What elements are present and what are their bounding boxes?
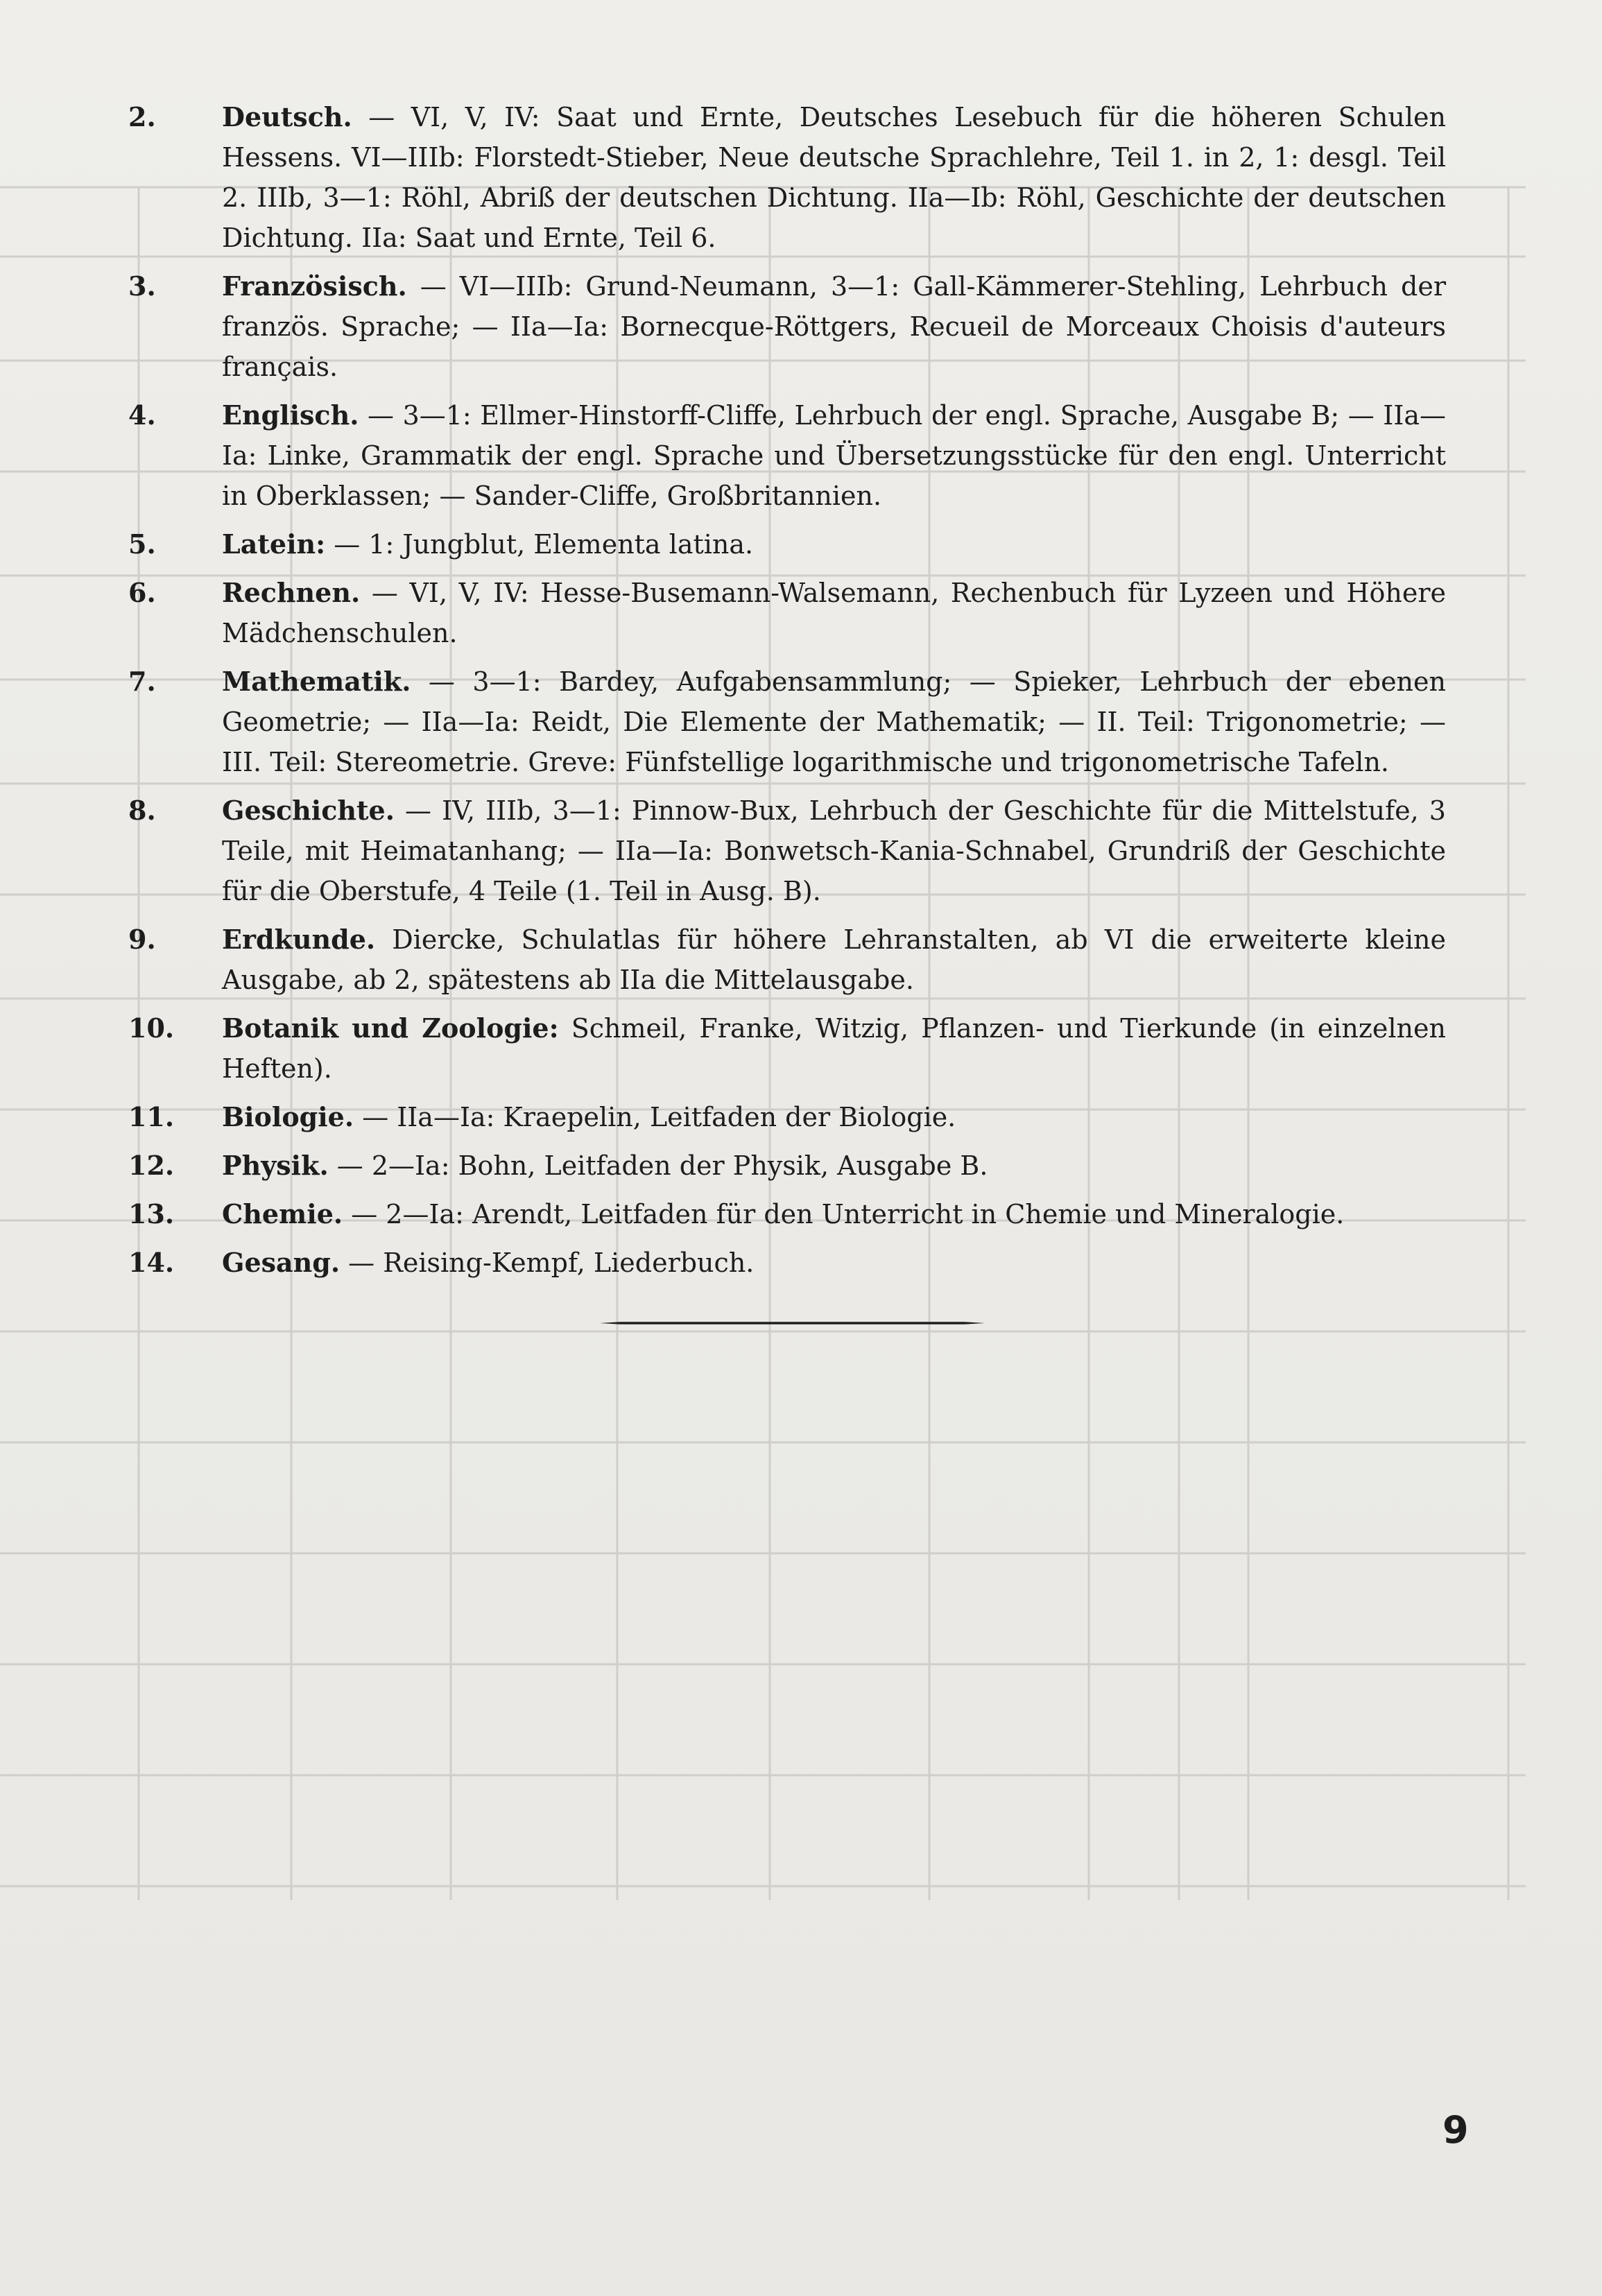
subject-label: Deutsch. — [222, 101, 352, 132]
list-item-gesang — [128, 1243, 1446, 1283]
list-item-physik — [128, 1146, 1446, 1186]
book-list — [128, 97, 1446, 1291]
item-number: 6. — [128, 577, 156, 608]
list-item-geschichte — [128, 791, 1446, 911]
item-text: — 1: Jungblut, Elementa latina. — [334, 529, 754, 560]
item-number: 7. — [128, 666, 156, 697]
item-text: — VI—IIIb: Grund-Neumann, 3—1: Gall-Kämmerer-Stehling, Lehrbuch der französ. Sprache; — IIa—Ia: Bornecque-Röttgers, Recueil de Morceaux Choisis d'auteurs français. — [222, 271, 1446, 382]
list-item-englisch — [128, 395, 1446, 516]
item-number: 11. — [128, 1101, 175, 1132]
item-text: — 2—Ia: Bohn, Leitfaden der Physik, Ausgabe B. — [336, 1150, 988, 1181]
section-divider — [600, 1320, 985, 1326]
item-number: 9. — [128, 924, 156, 955]
item-text: — VI, V, IV: Saat und Ernte, Deutsches Lesebuch für die höheren Schulen Hessens. VI—IIIb: Florstedt-Stieber, Neue deutsche Sprachlehre, Teil 1. in 2, 1: desgl. Teil 2. IIIb, 3—1: Röhl, Abriß der deutschen Dichtung. IIa—Ib: Röhl, Geschichte der deutschen Dichtung. IIa: Saat und Ernte, Teil 6. — [222, 102, 1446, 253]
subject-label: Französisch. — [222, 270, 407, 302]
item-number: 8. — [128, 795, 156, 826]
list-item-rechnen — [128, 573, 1446, 653]
item-text: Schmeil, Franke, Witzig, Pflanzen- und Tierkunde (in einzelnen Heften). — [222, 1013, 1446, 1084]
item-number: 10. — [128, 1012, 175, 1044]
item-text: — 2—Ia: Arendt, Leitfaden für den Unterricht in Chemie und Mineralogie. — [351, 1199, 1345, 1229]
item-number: 4. — [128, 399, 156, 431]
item-number: 2. — [128, 101, 156, 132]
item-number: 5. — [128, 528, 156, 560]
subject-label: Mathematik. — [222, 666, 411, 697]
subject-label: Physik. — [222, 1150, 329, 1181]
item-text: — IV, IIIb, 3—1: Pinnow-Bux, Lehrbuch der Geschichte für die Mittelstufe, 3 Teile, mit Heimatanhang; — IIa—Ia: Bonwetsch-Kania-Schnabel, Grundriß der Geschichte für die Oberstufe, 4 Teile (1. Teil in Ausg. B). — [222, 795, 1446, 906]
subject-label: Geschichte. — [222, 795, 395, 826]
list-item-mathematik — [128, 662, 1446, 782]
subject-label: Erdkunde. — [222, 924, 376, 955]
item-text: Diercke, Schulatlas für höhere Lehranstalten, ab VI die erweiterte kleine Ausgabe, ab 2, spätestens ab IIa die Mittelausgabe. — [222, 924, 1446, 995]
subject-label: Englisch. — [222, 399, 359, 431]
item-text: — Reising-Kempf, Liederbuch. — [348, 1248, 755, 1278]
subject-label: Gesang. — [222, 1247, 341, 1278]
item-number: 12. — [128, 1150, 175, 1181]
item-text: — VI, V, IV: Hesse-Busemann-Walsemann, Rechenbuch für Lyzeen und Höhere Mädchenschulen. — [222, 578, 1446, 648]
list-item-erdkunde — [128, 920, 1446, 1000]
item-text: — 3—1: Bardey, Aufgabensammlung; — Spieker, Lehrbuch der ebenen Geometrie; — IIa—Ia: Reidt, Die Elemente der Mathematik; — II. Teil: Trigonometrie; — III. Teil: Stereometrie. Greve: Fünfstellige logarithmische und trigonometrische Tafeln. — [222, 666, 1446, 777]
page-number: 9 — [1442, 2108, 1469, 2152]
list-item-deutsch — [128, 97, 1446, 258]
list-item-chemie — [128, 1194, 1446, 1234]
list-item-botanik-zoologie — [128, 1008, 1446, 1089]
subject-label: Biologie. — [222, 1101, 354, 1132]
subject-label: Chemie. — [222, 1198, 343, 1229]
subject-label: Rechnen. — [222, 577, 361, 608]
list-item-latein — [128, 524, 1446, 564]
subject-label: Botanik und Zoologie: — [222, 1012, 559, 1044]
item-number: 3. — [128, 270, 156, 302]
item-text: — 3—1: Ellmer-Hinstorff-Cliffe, Lehrbuch der engl. Sprache, Ausgabe B; — IIa—Ia: Linke, Grammatik der engl. Sprache und Übersetzungsstücke für den engl. Unterricht in Oberklassen; — Sander-Cliffe, Großbritannien. — [222, 400, 1446, 511]
item-number: 13. — [128, 1198, 175, 1229]
item-text: — IIa—Ia: Kraepelin, Leitfaden der Biologie. — [362, 1102, 956, 1132]
list-item-biologie — [128, 1097, 1446, 1137]
subject-label: Latein: — [222, 528, 326, 560]
item-number: 14. — [128, 1247, 175, 1278]
list-item-franzoesisch — [128, 266, 1446, 387]
